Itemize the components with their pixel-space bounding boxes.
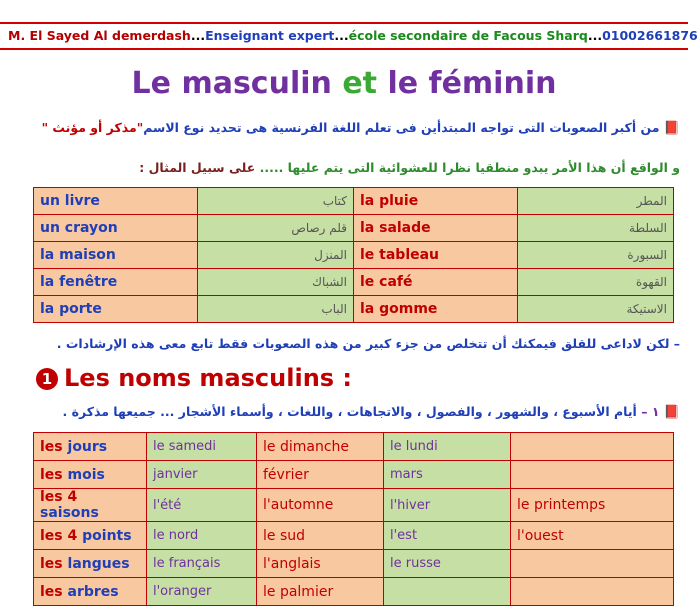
example-noun-cell: le printemps xyxy=(511,489,674,522)
intro-quoted: "مذكر أو مؤنث " xyxy=(41,120,144,135)
header-separator: ... xyxy=(190,28,206,43)
example-noun-cell: le français xyxy=(147,550,257,578)
french-word-cell: un crayon xyxy=(34,215,198,242)
category-word: jours xyxy=(67,438,108,455)
arabic-translation-cell: الشباك xyxy=(197,269,353,296)
phone-number: 01002661876 xyxy=(602,28,698,43)
example-noun-cell: l'automne xyxy=(257,489,384,522)
rule-text: أيام الأسبوع ، والشهور ، والفصول ، والاتجاهات ، واللغات ، وأسماء الأشجار ... جميعها مذكرة . xyxy=(62,404,637,419)
example-noun-cell: le russe xyxy=(384,550,511,578)
french-word-cell: le café xyxy=(353,269,517,296)
french-word-cell: la porte xyxy=(34,296,198,323)
example-noun-cell: le nord xyxy=(147,522,257,550)
example-noun-cell xyxy=(511,578,674,606)
category-label-cell xyxy=(34,550,147,578)
reality-paragraph xyxy=(139,160,680,175)
header-separator: ... xyxy=(587,28,603,43)
example-noun-cell: l'anglais xyxy=(257,550,384,578)
category-prefix: les xyxy=(40,555,68,572)
rule1-paragraph xyxy=(62,404,680,420)
arabic-translation-cell: كتاب xyxy=(197,188,353,215)
table-row xyxy=(34,461,674,489)
example-noun-cell: le samedi xyxy=(147,433,257,461)
arabic-translation-cell: الاستيكة xyxy=(517,296,673,323)
rule-number: ١ – xyxy=(641,404,660,419)
table-row xyxy=(34,433,674,461)
table-row xyxy=(34,550,674,578)
example-noun-cell: février xyxy=(257,461,384,489)
title-part2: le féminin xyxy=(377,66,557,101)
arabic-translation-cell: قلم رصاص xyxy=(197,215,353,242)
title-et: et xyxy=(342,66,377,101)
section-title: Les noms masculins : xyxy=(64,364,353,392)
category-word: points xyxy=(82,527,132,544)
table-row xyxy=(34,188,674,215)
example-noun-cell: mars xyxy=(384,461,511,489)
french-word-cell: le tableau xyxy=(353,242,517,269)
example-noun-cell: janvier xyxy=(147,461,257,489)
example-noun-cell xyxy=(384,578,511,606)
author-name: M. El Sayed Al demerdash xyxy=(8,28,191,43)
category-label-cell xyxy=(34,461,147,489)
category-label-cell xyxy=(34,522,147,550)
table-row xyxy=(34,242,674,269)
french-word-cell: la salade xyxy=(353,215,517,242)
intro-paragraph xyxy=(42,120,680,136)
example-noun-cell: l'hiver xyxy=(384,489,511,522)
table-row xyxy=(34,522,674,550)
french-word-cell: la pluie xyxy=(353,188,517,215)
arabic-translation-cell: السلطة xyxy=(517,215,673,242)
examples-table xyxy=(33,187,674,323)
category-prefix: les 4 xyxy=(40,527,83,544)
table-row xyxy=(34,489,674,522)
category-word: langues xyxy=(67,555,130,572)
example-noun-cell: le dimanche xyxy=(257,433,384,461)
category-word: arbres xyxy=(67,583,119,600)
example-label: على سبيل المثال : xyxy=(139,160,256,175)
category-word: saisons xyxy=(40,505,99,521)
category-prefix: les xyxy=(40,438,68,455)
intro-text: من أكبر الصعوبات التى تواجه المبتدأين فى تعلم اللغة الفرنسية هى تحديد نوع الاسم xyxy=(143,120,660,135)
advice-paragraph: – لكن لاداعى للقلق فيمكنك أن تتخلص من جزء كبير من هذه الصعوبات فقط تابع معى هذه الإرشادات . xyxy=(56,336,680,351)
masculine-nouns-table xyxy=(33,432,674,606)
reality-text: و الواقع أن هذا الأمر يبدو منطقيا نظرا للعشوائية التى يتم عليها ..... xyxy=(255,160,680,175)
example-noun-cell: l'ouest xyxy=(511,522,674,550)
example-noun-cell: l'été xyxy=(147,489,257,522)
french-word-cell: un livre xyxy=(34,188,198,215)
author-role: Enseignant expert xyxy=(205,28,335,43)
arabic-translation-cell: المطر xyxy=(517,188,673,215)
category-prefix: les 4 xyxy=(40,489,78,505)
table-row xyxy=(34,215,674,242)
arabic-translation-cell: المنزل xyxy=(197,242,353,269)
school-name: école secondaire de Facous Sharq xyxy=(348,28,588,43)
header-bar xyxy=(0,22,698,50)
example-noun-cell: le sud xyxy=(257,522,384,550)
example-noun-cell: l'oranger xyxy=(147,578,257,606)
section-number-bullet: 1 xyxy=(36,368,58,390)
table-row xyxy=(34,578,674,606)
example-noun-cell xyxy=(511,461,674,489)
example-noun-cell: l'est xyxy=(384,522,511,550)
example-noun-cell xyxy=(511,550,674,578)
category-prefix: les xyxy=(40,466,68,483)
notebook-icon: 📕 xyxy=(663,121,680,136)
category-label-cell xyxy=(34,489,147,522)
title-part1: Le masculin xyxy=(131,66,343,101)
category-label-cell xyxy=(34,433,147,461)
example-noun-cell: le lundi xyxy=(384,433,511,461)
page-title xyxy=(0,66,688,101)
table-row xyxy=(34,269,674,296)
section-heading xyxy=(36,364,352,392)
category-prefix: les xyxy=(40,583,68,600)
notebook-icon: 📕 xyxy=(663,405,680,420)
french-word-cell: la maison xyxy=(34,242,198,269)
header-separator: ... xyxy=(334,28,349,43)
arabic-translation-cell: السبورة xyxy=(517,242,673,269)
category-label-cell xyxy=(34,578,147,606)
arabic-translation-cell: الباب xyxy=(197,296,353,323)
french-word-cell: la fenêtre xyxy=(34,269,198,296)
example-noun-cell: le palmier xyxy=(257,578,384,606)
example-noun-cell xyxy=(511,433,674,461)
table-row xyxy=(34,296,674,323)
french-word-cell: la gomme xyxy=(353,296,517,323)
category-word: mois xyxy=(67,466,105,483)
arabic-translation-cell: القهوة xyxy=(517,269,673,296)
